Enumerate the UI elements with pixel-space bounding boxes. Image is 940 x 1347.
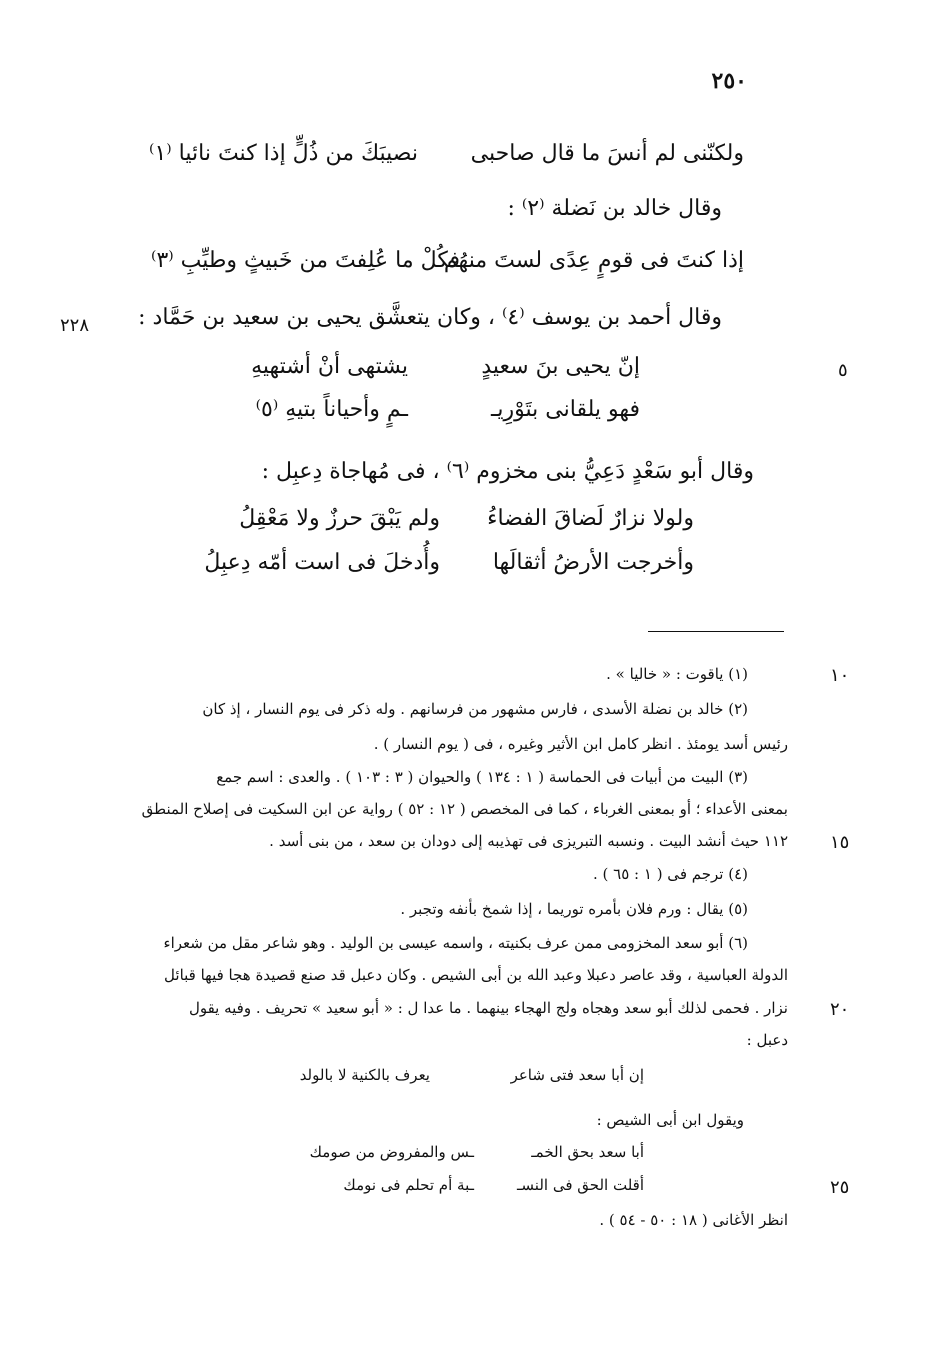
verse-3a-first-hemistich: إنّ يحيى بنَ سعيدٍ — [481, 354, 640, 379]
footnote-6-verse-1-second-hemistich: يعرف بالكنية لا بالولد — [299, 1066, 430, 1084]
footnote-3-line-3: ١١٢ حيث أنشد البيت . ونسبه التبريزى فى تهذيبه إلى دودان بن سعد ، من بنى أسد . — [269, 832, 788, 850]
footnote-separator-rule — [648, 631, 784, 632]
footnote-6-line-2: الدولة العباسية ، وقد عاصر دعبلا وعبد الله بن أبى الشيص . وكان دعبل قد صنع قصيدة هجا فيها قبائل — [164, 966, 788, 984]
intro-ahmad-ibn-yusuf: وقال أحمد بن يوسف ⁽٤⁾ ، وكان يتعشَّق يحيى بن سعيد بن حَمَّاد : — [138, 305, 722, 330]
footnote-3-line-2: بمعنى الأعداء ؛ أو بمعنى الغرباء ، كما فى المخصص ( ١٢ : ٥٢ ) رواية عن ابن السكيت فى إصلاح المنطق — [141, 800, 788, 818]
margin-line-5: ٥ — [838, 360, 848, 381]
verse-4a-second-hemistich: ولم يَبْقَ حرزٌ ولا مَعْقِلُ — [239, 506, 440, 531]
footnote-6-verse-2b-second-hemistich: ـبة أم تحلم فى نومك — [343, 1176, 474, 1194]
footnote-5: (٥) يقال : ورم فلان بأمره توريما ، إذا شمخ بأنفه وتجبر . — [400, 900, 748, 918]
footnote-2-line-1: (٢) خالد بن نضلة الأسدى ، فارس مشهور من فرسانهم . وله ذكر فى يوم النسار ، إذ كان — [202, 700, 748, 718]
intro-abu-sad: وقال أبو سَعْدٍ دَعِيُّ بنى مخزوم ⁽٦⁾ ، فى مُهاجاة دِعبِل : — [261, 459, 754, 484]
margin-line-15: ١٥ — [830, 832, 850, 853]
verse-3a-second-hemistich: يشتهى أنْ أشتهيهِ — [251, 354, 408, 379]
verse-3b-second-hemistich: ـمٍ وأحياناً بتيهِ ⁽٥⁾ — [255, 397, 408, 422]
verse-1-first-hemistich: ولكنّنى لم أنسَ ما قال صاحبى — [470, 141, 744, 166]
verse-3b-first-hemistich: فهو يلقانى بتَوْرِيـ — [490, 397, 640, 422]
footnote-6-line-1: (٦) أبو سعد المخزومى ممن عرف بكنيته ، واسمه عيسى بن الوليد . وهو شاعر مقل من شعراء — [163, 934, 748, 952]
footnote-6-verse-2b-first-hemistich: أقلت الحق فى النسـ — [517, 1176, 644, 1194]
footnote-6-final-reference: انظر الأغانى ( ١٨ : ٥٠ - ٥٤ ) . — [599, 1211, 788, 1229]
verse-4b-first-hemistich: وأخرجت الأرضُ أثقالَها — [492, 550, 694, 575]
footnote-6-verse-2a-first-hemistich: أبا سعد بحق الخمـ — [531, 1143, 644, 1161]
footnote-6-verse-2a-second-hemistich: ـس والمفروض من صومك — [309, 1143, 474, 1161]
verse-2-first-hemistich: إذا كنتَ فى قومٍ عِدًى لستَ منهُم — [443, 248, 744, 273]
footnote-4: (٤) ترجم فى ( ١ : ٦٥ ) . — [592, 865, 748, 883]
footnote-2-line-2: رئيس أسد يومئذ . انظر كامل ابن الأثير وغيره ، فى ( يوم النسار ) . — [373, 735, 788, 753]
footnote-6-line-3: نزار . فحمى لذلك أبو سعد وهجاه ولج الهجاء بينهما . ما عدا ل : « أبو سعيد » تحريف . وفيه يقول — [188, 999, 788, 1017]
footnote-3-line-1: (٣) البيت من أبيات فى الحماسة ( ١ : ١٣٤ ) والحيوان ( ٣ : ١٠٣ ) . والعدى : اسم جمع — [216, 768, 748, 786]
verse-2-second-hemistich: فكُلْ ما عُلِفتَ من خَبيثٍ وطيِّبِ ⁽٣⁾ — [151, 248, 460, 273]
page-number: ٢٥٠ — [711, 68, 747, 94]
verse-1-second-hemistich: نصيبَكَ من ذُلٍّ إذا كنتَ نائيا ⁽١⁾ — [149, 141, 418, 166]
margin-line-20: ٢٠ — [830, 999, 850, 1020]
footnote-6-intro-ibn-abi-shis: ويقول ابن أبى الشيص : — [596, 1111, 744, 1129]
margin-line-10: ١٠ — [830, 665, 850, 686]
verse-4b-second-hemistich: وأُدخلَ فى است أمّه دِعبِلُ — [204, 550, 440, 575]
margin-line-25: ٢٥ — [830, 1177, 850, 1198]
intro-khalid-ibn-nadla: وقال خالد بن نَضلة ⁽٢⁾ : — [507, 196, 722, 221]
footnote-6-line-4: دعبل : — [746, 1031, 788, 1049]
margin-page-reference: ٢٢٨ — [60, 315, 90, 336]
footnote-1: (١) ياقوت : « خاليا » . — [606, 665, 748, 683]
footnote-6-verse-1-first-hemistich: إن أبا سعد فتى شاعر — [510, 1066, 644, 1084]
verse-4a-first-hemistich: ولولا نزارٌ لَضاقَ الفضاءُ — [487, 506, 694, 531]
